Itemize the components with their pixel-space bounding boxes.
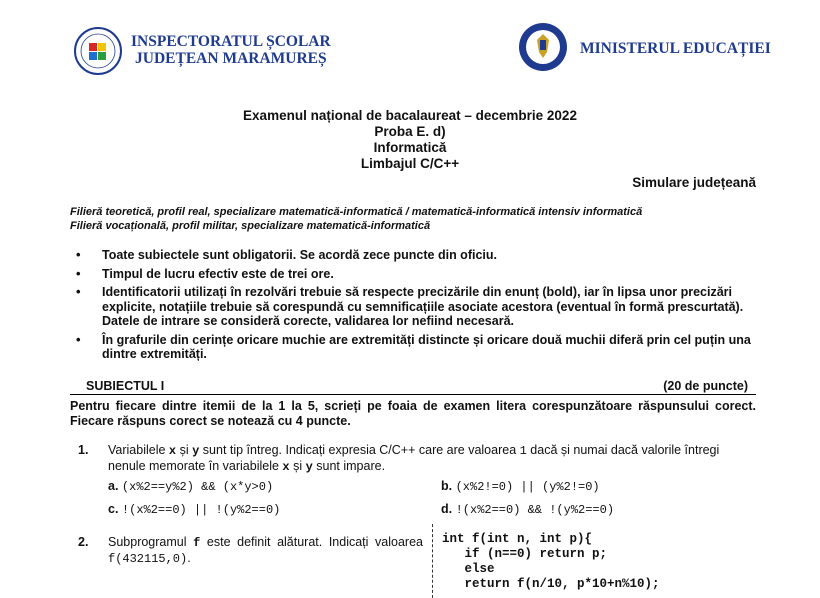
exam-proba: Proba E. d) — [374, 124, 446, 139]
section-instructions: Pentru fiecare dintre itemii de la 1 la 5, scrieți pe foaia de examen litera corespunzătoare răspunsului corect. Fiecare răspuns corect se notează cu 4 puncte. — [70, 399, 756, 428]
option-expression: !(x%2==0) || !(y%2==0) — [121, 503, 281, 517]
option-letter: d. — [441, 502, 453, 516]
item1-text: Variabilele — [108, 443, 169, 457]
function-call: f(432115,0) — [108, 552, 188, 566]
function-name: f — [193, 536, 201, 550]
option-letter: b. — [441, 479, 453, 493]
simulation-label: Simulare județeană — [632, 175, 756, 190]
exam-title: Examenul național de bacalaureat – decembrie 2022 — [243, 108, 577, 123]
option-expression: (x%2==y%2) && (x*y>0) — [121, 480, 274, 494]
var-x: x — [168, 444, 177, 458]
isj-title-line1: INSPECTORATUL ȘCOLAR — [131, 33, 331, 50]
item1-text: sunt impare. — [312, 459, 386, 473]
var-y: y — [305, 460, 313, 474]
filiera-line2: Filieră vocațională, profil militar, specializare matematică-informatică — [70, 220, 431, 232]
isj-title — [131, 33, 331, 67]
exam-language: Limbajul C/C++ — [360, 156, 460, 171]
item2-statement — [108, 535, 423, 567]
column-divider — [432, 524, 433, 598]
isj-title-line2: JUDEȚEAN MARAMUREȘ — [135, 50, 327, 67]
exam-subject: Informatică — [373, 140, 447, 155]
filiera-line1: Filieră teoretică, profil real, specializare matematică-informatică / matematică-informatică intensiv informatică — [70, 206, 643, 218]
option-b — [441, 479, 600, 494]
var-x: x — [282, 460, 290, 474]
ministry-title: MINISTERUL EDUCAȚIEI — [580, 40, 771, 57]
option-d — [441, 502, 614, 517]
rule-item: • În grafurile din cerințe oricare muchie are extremități distincte și oricare două muchii diferă prin cel puțin una dintre extremități. — [76, 333, 766, 362]
option-letter: a. — [108, 479, 119, 493]
item1-text: și — [289, 459, 306, 473]
item1-text: sunt tip întreg. Indicați expresia C/C++ care are valoarea — [199, 443, 520, 457]
value-one: 1 — [519, 444, 527, 458]
item1-text: și — [176, 443, 193, 457]
option-expression: !(x%2==0) && !(y%2==0) — [455, 503, 615, 517]
item2-text: este definit alăturat. Indicați valoarea — [200, 535, 423, 549]
option-c — [108, 502, 280, 517]
option-expression: (x%2!=0) || (y%2!=0) — [455, 480, 600, 494]
isj-logo — [73, 26, 123, 76]
code-block: int f(int n, int p){ if (n==0) return p; else return f(n/10, p*10+n%10); — [442, 532, 660, 591]
rules-list — [76, 248, 766, 366]
rule-item: • Timpul de lucru efectiv este de trei ore. — [76, 267, 766, 282]
rule-item: • Toate subiectele sunt obligatorii. Se acordă zece puncte din oficiu. — [76, 248, 766, 263]
item2-text: . — [187, 551, 191, 565]
section-header — [70, 379, 756, 395]
option-letter: c. — [108, 502, 119, 516]
government-seal-icon — [518, 22, 568, 72]
item2-number: 2. — [78, 535, 89, 549]
item1-number: 1. — [78, 443, 89, 457]
section-title: SUBIECTUL I — [86, 379, 165, 393]
var-y: y — [192, 444, 200, 458]
item1-statement — [108, 443, 756, 475]
item2-text: Subprogramul — [108, 535, 194, 549]
item1-text: dacă și numai dacă valorile întregi nenule memorate în variabilele — [108, 443, 720, 473]
option-a — [108, 479, 273, 494]
rule-item: • Identificatorii utilizați în rezolvări trebuie să respecte precizările din enunț (bold), iar în lipsa unor precizări explicite, notațiile trebuie să corespundă cu semnificațiile asociate acestora (eventual în formă prescurtată). Datele de intrare se consideră corecte, validarea lor nefiind necesară. — [76, 285, 766, 329]
section-points: (20 de puncte) — [663, 379, 748, 393]
